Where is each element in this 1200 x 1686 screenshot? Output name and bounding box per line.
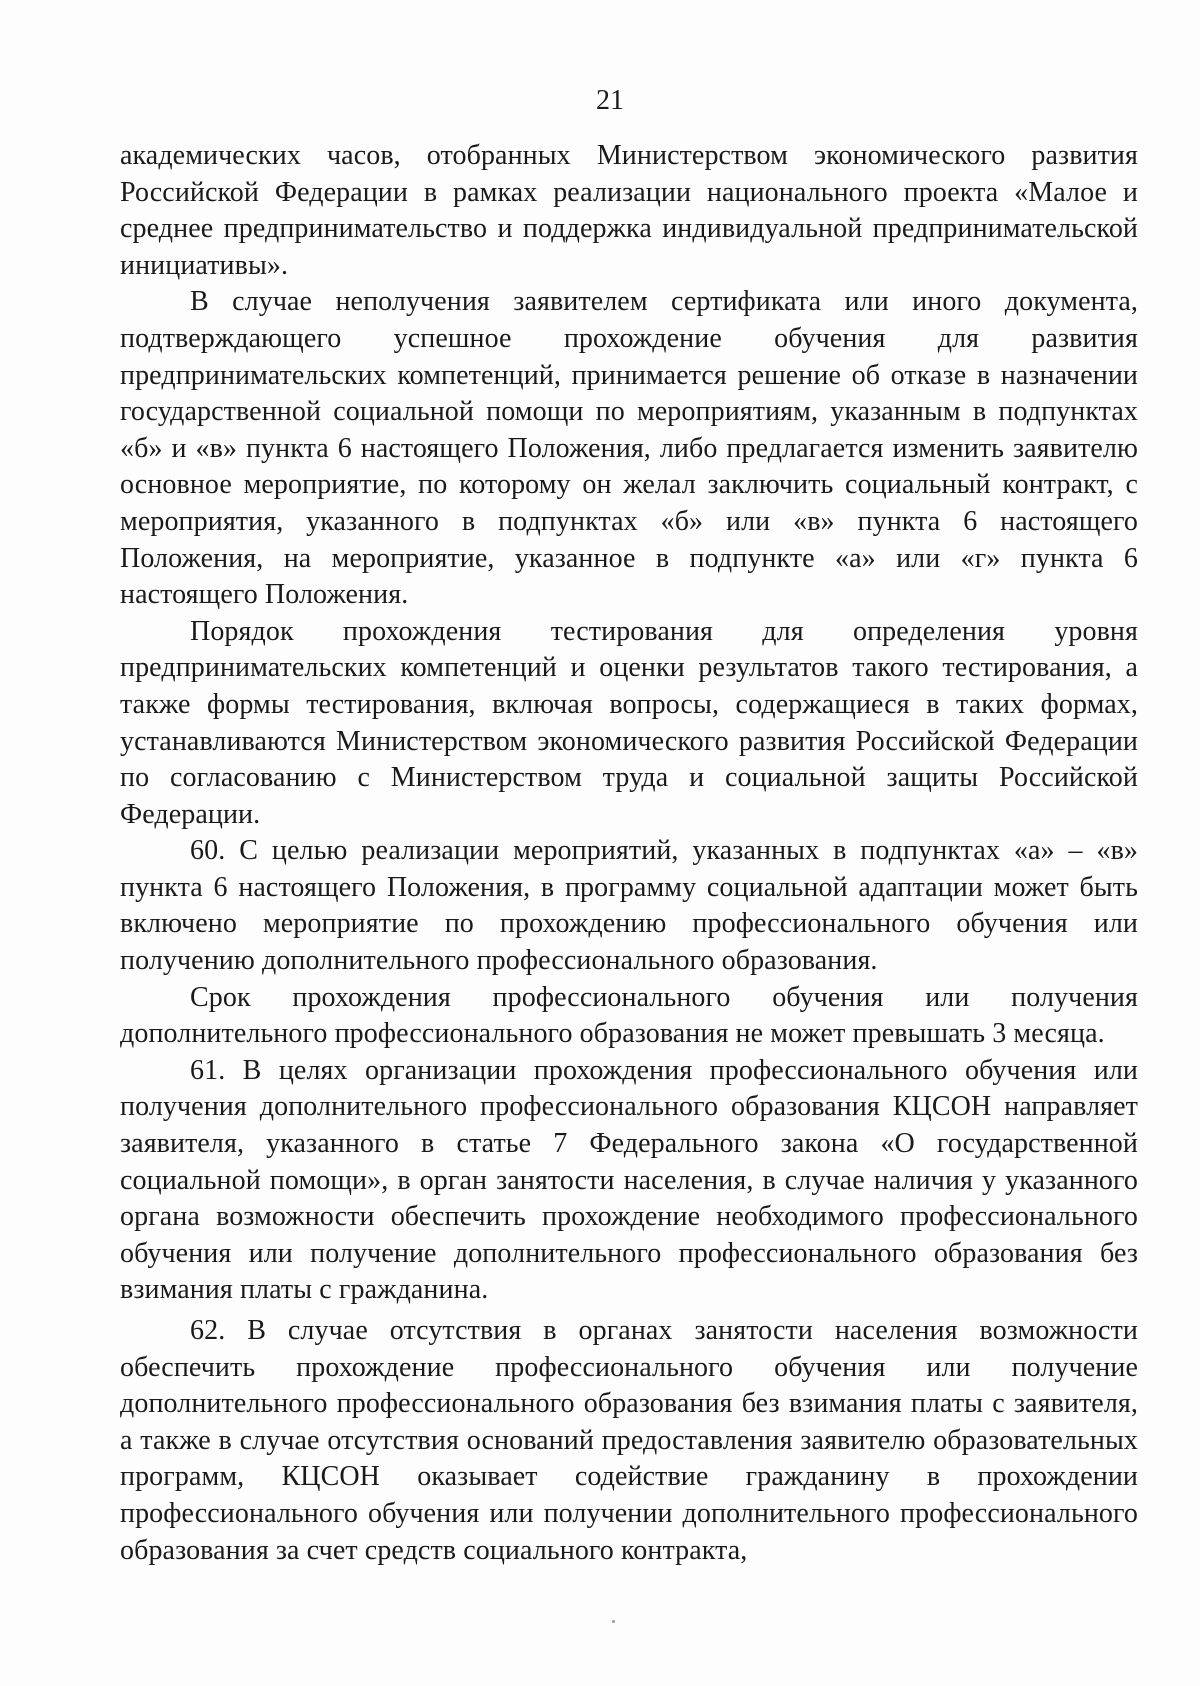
scan-speck <box>612 1620 615 1623</box>
document-body <box>120 138 1138 1569</box>
paragraph-item-62: 62. В случае отсутствия в органах занятости населения возможности обеспечить прохождение профессионального обучения или получение дополнительного профессионального образования без взимания платы с заявителя, а также в случае отсутствия оснований предоставления заявителю образовательных программ, КЦСОН оказывает содействие гражданину в прохождении профессионального обучения или получении дополнительного профессионального образования за счет средств социального контракта, <box>120 1315 1138 1566</box>
paragraph-testing-procedure: Порядок прохождения тестирования для определения уровня предпринимательских компетенций и оценки результатов такого тестирования, а также формы тестирования, включая вопросы, содержащиеся в таких формах, устанавливаются Министерством экономического развития Российской Федерации по согласованию с Министерством труда и социальной защиты Российской Федерации. <box>120 615 1138 830</box>
paragraph-training-term: Срок прохождения профессионального обучения или получения дополнительного профессионального образования не может превышать 3 месяца. <box>120 981 1138 1050</box>
page-number: 21 <box>596 85 624 116</box>
paragraph-continuation: академических часов, отобранных Министерством экономического развития Российской Федерации в рамках реализации национального проекта «Малое и среднее предпринимательство и поддержка индивидуальной предпринимательской инициативы». <box>120 140 1138 281</box>
paragraph-item-60: 60. С целью реализации мероприятий, указанных в подпунктах «а» – «в» пункта 6 настоящего Положения, в программу социальной адаптации может быть включено мероприятие по прохождению профессионального обучения или получению дополнительного профессионального образования. <box>120 835 1138 977</box>
paragraph-certificate-refusal: В случае неполучения заявителем сертификата или иного документа, подтверждающего успешное прохождение обучения для развития предпринимательских компетенций, принимается решение об отказе в назначении государственной социальной помощи по мероприятиям, указанным в подпунктах «б» и «в» пункта 6 настоящего Положения, либо предлагается изменить заявителю основное мероприятие, по которому он желал заключить социальный контракт, с мероприятия, указанного в подпунктах «б» или «в» пункта 6 настоящего Положения, на мероприятие, указанное в подпункте «а» или «г» пункта 6 настоящего Положения. <box>120 286 1138 611</box>
paragraph-item-61: 61. В целях организации прохождения профессионального обучения или получения дополнительного профессионального образования КЦСОН направляет заявителя, указанного в статье 7 Федерального закона «О государственной социальной помощи», в орган занятости населения, в случае наличия у указанного органа возможности обеспечить прохождение необходимого профессионального обучения или получение дополнительного профессионального образования без взимания платы с гражданина. <box>120 1054 1138 1306</box>
